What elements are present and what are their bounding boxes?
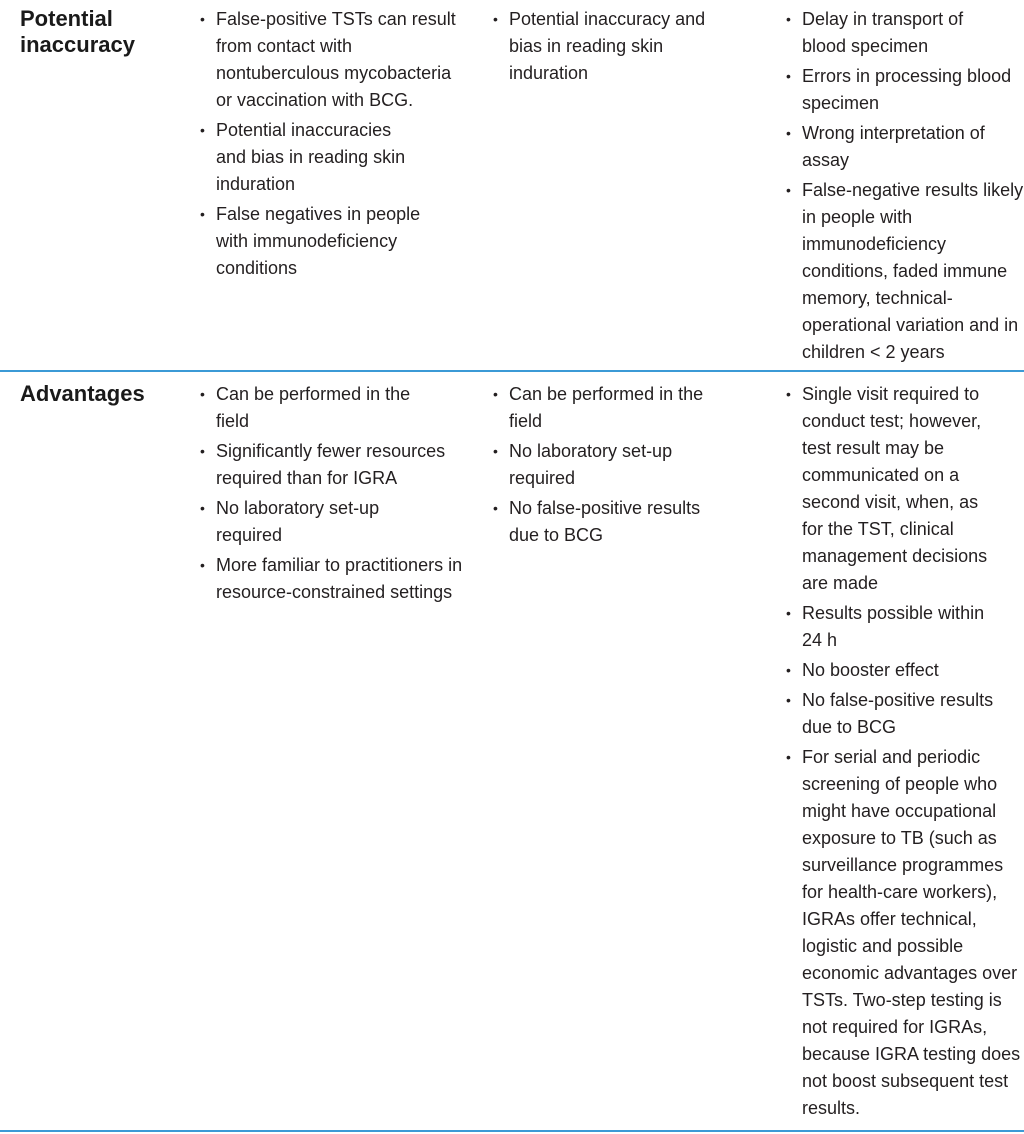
list-item: • Single visit required to conduct test; however, test result may be communicated on a second visit, when, as for the TST, clinical management decisions are made: [786, 381, 1002, 597]
list-item: • Potential inaccuracy and bias in reading skin induration: [493, 6, 724, 87]
bullet-list: [493, 6, 780, 87]
bullet-list: [200, 6, 487, 282]
list-item: • Can be performed in the field: [493, 381, 739, 435]
list-item: • No booster effect: [786, 657, 1024, 684]
row-label: Advantages: [20, 381, 145, 406]
cell-tst: [200, 6, 493, 371]
row-divider: [0, 1130, 1024, 1132]
list-item: • More familiar to practitioners in resource-constrained settings: [200, 552, 466, 606]
list-item: • No false-positive results due to BCG: [786, 687, 1024, 741]
cell-igra: [786, 6, 1024, 371]
list-item: • No false-positive results due to BCG: [493, 495, 724, 549]
cell-tst-alt: [493, 6, 786, 371]
table-row-potential-inaccuracy: [0, 0, 1024, 371]
cell-tst: [200, 381, 493, 1134]
row-label: Potential inaccuracy: [20, 6, 135, 57]
list-item: • Potential inaccuracies and bias in reading skin induration: [200, 117, 416, 198]
list-item: • Results possible within 24 h: [786, 600, 1002, 654]
list-item: • False negatives in people with immunodeficiency conditions: [200, 201, 431, 282]
list-item: • False-positive TSTs can result from contact with nontuberculous mycobacteria or vaccination with BCG.: [200, 6, 456, 114]
bullet-list: [786, 381, 1021, 1122]
list-item: • Delay in transport of blood specimen: [786, 6, 1002, 60]
list-item: • For serial and periodic screening of people who might have occupational exposure to TB (such as surveillance programmes for health-care workers), IGRAs offer technical, logistic and possible economic advantages over TSTs. Two-step testing is not required for IGRAs, because IGRA testing does not boost subsequent test results.: [786, 744, 1024, 1122]
list-item: • No laboratory set-up required: [200, 495, 416, 549]
list-item: • Significantly fewer resources required than for IGRA: [200, 438, 461, 492]
table-row-advantages: [0, 371, 1024, 1134]
list-item: • Errors in processing blood specimen: [786, 63, 1024, 117]
bullet-list: [200, 381, 487, 606]
bullet-list: [786, 6, 1024, 366]
cell-tst-alt: [493, 381, 786, 1134]
list-item: • False-negative results likely in people with immunodeficiency conditions, faded immune memory, technical-operational variation and in children < 2 years: [786, 177, 1024, 366]
list-item: • Wrong interpretation of assay: [786, 120, 1017, 174]
list-item: • No laboratory set-up required: [493, 438, 709, 492]
list-item: • Can be performed in the field: [200, 381, 446, 435]
cell-igra: [786, 381, 1024, 1134]
bullet-list: [493, 381, 780, 549]
